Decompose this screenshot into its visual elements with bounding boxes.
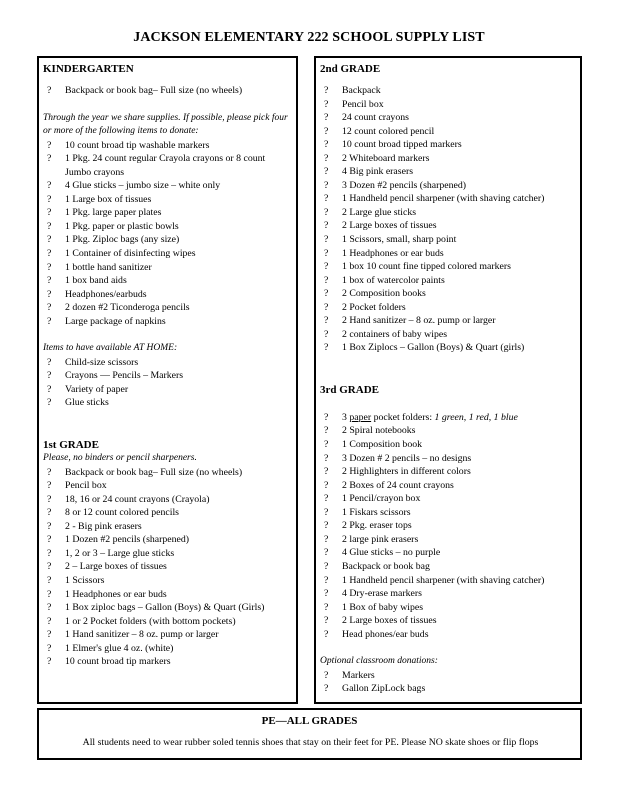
list-item-text: 1 Pencil/crayon box	[342, 493, 421, 505]
list-item-text: 2 Pkg. eraser tops	[342, 520, 412, 532]
bullet-glyph: ?	[47, 493, 52, 505]
second-grade-heading: 2nd GRADE	[320, 63, 381, 75]
list-item	[320, 192, 578, 206]
list-item	[320, 111, 578, 125]
page-title: JACKSON ELEMENTARY 222 SCHOOL SUPPLY LIST	[133, 30, 485, 45]
list-item-text: 10 count broad tip markers	[65, 656, 171, 668]
right-column-box	[314, 56, 582, 704]
left-column	[43, 62, 293, 669]
list-item-text: 1 box of watercolor paints	[342, 274, 445, 286]
list-item	[320, 492, 578, 506]
bullet-glyph: ?	[324, 98, 329, 110]
list-item-text: 1 Elmer's glue 4 oz. (white)	[65, 642, 174, 654]
list-item	[320, 438, 578, 452]
bullet-glyph: ?	[47, 139, 52, 151]
bullet-glyph: ?	[47, 356, 52, 368]
right-column	[320, 62, 578, 696]
bullet-glyph: ?	[324, 439, 329, 451]
bullet-glyph: ?	[47, 642, 52, 654]
list-item-text: Head phones/ear buds	[342, 628, 429, 640]
bullet-glyph: ?	[324, 125, 329, 137]
list-item-text: 1 bottle hand sanitizer	[65, 261, 152, 273]
list-item	[43, 315, 293, 329]
bullet-glyph: ?	[324, 152, 329, 164]
bullet-glyph: ?	[324, 547, 329, 559]
list-item-text: 1 Pkg. paper or plastic bowls	[65, 220, 179, 232]
list-item-text: 1 Hand sanitizer – 8 oz. pump or larger	[65, 629, 219, 641]
list-item-text: 2 Boxes of 24 count crayons	[342, 479, 454, 491]
kindergarten-donation-list	[43, 139, 293, 329]
list-item	[43, 152, 293, 179]
list-item-text: 8 or 12 count colored pencils	[65, 507, 179, 519]
list-item	[320, 479, 578, 493]
bullet-glyph: ?	[47, 480, 52, 492]
bullet-glyph: ?	[324, 560, 329, 572]
list-item	[43, 84, 293, 98]
list-item	[43, 574, 293, 588]
list-item	[320, 411, 578, 425]
bullet-glyph: ?	[324, 85, 329, 96]
bullet-glyph: ?	[324, 234, 329, 246]
bullet-glyph: ?	[47, 207, 52, 219]
list-item-text: 1 Headphones or ear buds	[342, 247, 444, 259]
bullet-glyph: ?	[47, 248, 52, 260]
bullet-glyph: ?	[47, 397, 52, 409]
list-item	[320, 560, 578, 574]
list-item-text: 1 Composition book	[342, 439, 423, 451]
list-item	[320, 465, 578, 479]
bullet-glyph: ?	[47, 275, 52, 287]
list-item-text: 2 large pink erasers	[342, 533, 419, 545]
list-item	[320, 206, 578, 220]
bullet-glyph: ?	[47, 466, 52, 478]
bullet-glyph: ?	[47, 383, 52, 395]
bullet-glyph: ?	[324, 628, 329, 640]
pe-box	[37, 708, 582, 760]
list-item	[320, 219, 578, 233]
list-item-text: Pencil box	[65, 480, 107, 492]
list-item-text: 10 count broad tip washable markers	[65, 139, 210, 151]
first-grade-heading: 1st GRADE	[43, 439, 99, 452]
bullet-glyph: ?	[47, 234, 52, 246]
left-column-box	[37, 56, 298, 704]
bullet-glyph: ?	[47, 507, 52, 519]
list-item	[43, 233, 293, 247]
optional-donations-list	[320, 669, 578, 696]
bullet-glyph: ?	[47, 615, 52, 627]
list-item-text: 4 Glue sticks – no purple	[342, 547, 441, 559]
list-item-text: 24 count crayons	[342, 112, 409, 124]
list-item	[43, 369, 293, 383]
list-item	[43, 628, 293, 642]
bullet-glyph: ?	[324, 669, 329, 681]
bullet-glyph: ?	[324, 274, 329, 286]
bullet-glyph: ?	[47, 534, 52, 546]
list-item	[320, 519, 578, 533]
list-item	[320, 533, 578, 547]
list-item	[320, 452, 578, 466]
bullet-glyph: ?	[324, 479, 329, 491]
kindergarten-home-note: Items to have available AT HOME:	[43, 343, 178, 354]
list-item	[320, 341, 578, 355]
list-item	[320, 574, 578, 588]
pe-text: All students need to wear rubber soled tennis shoes that stay on their feet for PE. Please NO skate shoes or flip flops	[82, 737, 539, 748]
list-item-text: 2 Hand sanitizer – 8 oz. pump or larger	[342, 315, 496, 327]
list-item-text: Glue sticks	[65, 397, 109, 409]
bullet-glyph: ?	[324, 452, 329, 464]
second-grade-list	[320, 84, 578, 355]
list-item	[43, 396, 293, 410]
folder-count: 3	[342, 411, 350, 423]
bullet-glyph: ?	[47, 602, 52, 614]
list-item	[320, 274, 578, 288]
list-item-text: 10 count broad tipped markers	[342, 139, 462, 151]
list-item	[43, 547, 293, 561]
list-item-text: Backpack or book bag	[342, 560, 430, 572]
bullet-glyph: ?	[324, 166, 329, 178]
list-item	[43, 479, 293, 493]
list-item	[43, 655, 293, 669]
list-item	[43, 466, 293, 480]
list-item	[320, 301, 578, 315]
list-item-text: 1 Handheld pencil sharpener (with shaving catcher)	[342, 193, 545, 205]
list-item	[320, 682, 578, 696]
list-item-text: 2 Large glue sticks	[342, 206, 417, 218]
bullet-glyph: ?	[324, 615, 329, 627]
bullet-glyph: ?	[324, 206, 329, 218]
bullet-glyph: ?	[324, 220, 329, 232]
bullet-glyph: ?	[324, 139, 329, 151]
list-item	[43, 193, 293, 207]
bullet-glyph: ?	[324, 342, 329, 354]
bullet-glyph: ?	[47, 220, 52, 232]
list-item	[43, 601, 293, 615]
list-item-text: 2 containers of baby wipes	[342, 328, 448, 340]
list-item	[43, 288, 293, 302]
list-item-text: 2 Spiral notebooks	[342, 425, 416, 437]
list-item-text: 1 Dozen #2 pencils (sharpened)	[65, 534, 190, 546]
list-item-text: 4 Big pink erasers	[342, 166, 414, 178]
bullet-glyph: ?	[47, 547, 52, 559]
list-item-text: 3 Dozen # 2 pencils – no designs	[342, 452, 472, 464]
list-item	[320, 138, 578, 152]
optional-donations-note: Optional classroom donations:	[320, 656, 438, 667]
list-item-text: Backpack	[342, 85, 381, 96]
list-item	[43, 274, 293, 288]
folder-paper-underlined: paper	[349, 411, 372, 423]
bullet-glyph: ?	[47, 85, 52, 96]
list-item-text: 1 Pkg. 24 count regular Crayola crayons or 8 count Jumbo crayons	[65, 153, 266, 178]
bullet-glyph: ?	[324, 425, 329, 437]
list-item-text: Large package of napkins	[65, 315, 166, 327]
list-item	[320, 546, 578, 560]
bullet-glyph: ?	[47, 370, 52, 382]
list-item-text: 2 Pocket folders	[342, 301, 406, 313]
third-grade-heading: 3rd GRADE	[320, 383, 379, 396]
kindergarten-donation-note: Through the year we share supplies. If possible, please pick four or more of the following items to donate:	[43, 112, 288, 137]
list-item	[43, 356, 293, 370]
bullet-glyph: ?	[324, 301, 329, 313]
list-item-text: 1 or 2 Pocket folders (with bottom pockets)	[65, 615, 236, 627]
list-item	[320, 84, 578, 98]
list-item-text: 1 Pkg. Ziploc bags (any size)	[65, 234, 180, 246]
bullet-glyph: ?	[324, 179, 329, 191]
first-grade-list	[43, 466, 293, 669]
list-item-text: 2 – Large boxes of tissues	[65, 561, 167, 573]
third-grade-list-rest	[320, 424, 578, 641]
list-item	[43, 179, 293, 193]
list-item-text: 2 Highlighters in different colors	[342, 466, 471, 478]
bullet-glyph: ?	[324, 588, 329, 600]
list-item-text: 2 Large boxes of tissues	[342, 220, 437, 232]
bullet-glyph: ?	[47, 153, 52, 165]
bullet-glyph: ?	[324, 315, 329, 327]
list-item-text: 2 Whiteboard markers	[342, 152, 430, 164]
list-item-text: 2 - Big pink erasers	[65, 520, 142, 532]
list-item-text: 1 Box ziploc bags – Gallon (Boys) & Quart (Girls)	[65, 602, 265, 614]
bullet-glyph: ?	[47, 656, 52, 668]
list-item	[43, 247, 293, 261]
list-item-text: Child-size scissors	[65, 356, 139, 368]
bullet-glyph: ?	[47, 561, 52, 573]
list-item-text: 1 Large box of tissues	[65, 193, 152, 205]
list-item	[43, 493, 293, 507]
third-grade-list	[320, 411, 578, 425]
list-item	[320, 260, 578, 274]
list-item	[320, 314, 578, 328]
list-item	[320, 669, 578, 683]
bullet-glyph: ?	[47, 193, 52, 205]
bullet-glyph: ?	[47, 302, 52, 314]
bullet-glyph: ?	[324, 493, 329, 505]
list-item-text: 1 Scissors	[65, 574, 105, 586]
bullet-glyph: ?	[47, 261, 52, 273]
list-item-text: Crayons — Pencils – Markers	[65, 370, 184, 382]
list-item-text: Backpack or book bag– Full size (no wheels)	[65, 466, 243, 478]
list-item-text: 3 Dozen #2 pencils (sharpened)	[342, 179, 467, 191]
list-item-text: 1 Fiskars scissors	[342, 506, 411, 518]
folder-colors: 1 green, 1 red, 1 blue	[434, 411, 518, 423]
bullet-glyph: ?	[47, 315, 52, 327]
list-item	[320, 287, 578, 301]
list-item-text: 2 dozen #2 Ticonderoga pencils	[65, 302, 190, 314]
list-item	[320, 601, 578, 615]
bullet-glyph: ?	[324, 261, 329, 273]
bullet-glyph: ?	[324, 288, 329, 300]
list-item	[43, 533, 293, 547]
pe-heading: PE—ALL GRADES	[261, 715, 358, 727]
list-item-text: Backpack or book bag– Full size (no wheels)	[65, 85, 243, 96]
list-item	[43, 560, 293, 574]
list-item-text: Variety of paper	[65, 383, 129, 395]
bullet-glyph: ?	[324, 112, 329, 124]
bullet-glyph: ?	[324, 683, 329, 695]
list-item	[43, 506, 293, 520]
list-item	[43, 261, 293, 275]
bullet-glyph: ?	[47, 520, 52, 532]
bullet-glyph: ?	[324, 601, 329, 613]
bullet-glyph: ?	[324, 247, 329, 259]
kindergarten-home-list	[43, 356, 293, 410]
bullet-glyph: ?	[47, 574, 52, 586]
list-item	[43, 139, 293, 153]
list-item	[320, 152, 578, 166]
list-item-text: 1 Handheld pencil sharpener (with shaving catcher)	[342, 574, 545, 586]
list-item	[43, 615, 293, 629]
bullet-glyph: ?	[324, 520, 329, 532]
list-item	[320, 179, 578, 193]
list-item-text: Headphones/earbuds	[65, 288, 147, 300]
bullet-glyph: ?	[324, 411, 329, 423]
list-item	[43, 588, 293, 602]
list-item-text: 1 box 10 count fine tipped colored markers	[342, 261, 511, 273]
list-item-text: 1 Pkg. large paper plates	[65, 207, 162, 219]
list-item-text: 2 Composition books	[342, 288, 426, 300]
kindergarten-heading: KINDERGARTEN	[43, 63, 134, 75]
list-item-text: 1 box band aids	[65, 275, 127, 287]
list-item-text: 2 Large boxes of tissues	[342, 615, 437, 627]
list-item-text: 4 Dry-erase markers	[342, 588, 422, 600]
list-item	[320, 506, 578, 520]
list-item-text: 18, 16 or 24 count crayons (Crayola)	[65, 493, 210, 505]
bullet-glyph: ?	[324, 466, 329, 478]
list-item	[43, 206, 293, 220]
list-item-text: Gallon ZipLock bags	[342, 683, 426, 695]
list-item	[320, 125, 578, 139]
list-item-text: 12 count colored pencil	[342, 125, 435, 137]
bullet-glyph: ?	[324, 328, 329, 340]
bullet-glyph: ?	[47, 629, 52, 641]
list-item	[320, 328, 578, 342]
bullet-glyph: ?	[47, 288, 52, 300]
list-item	[43, 383, 293, 397]
list-item	[43, 642, 293, 656]
list-item	[320, 424, 578, 438]
list-item	[43, 520, 293, 534]
list-item	[320, 165, 578, 179]
list-item	[320, 247, 578, 261]
bullet-glyph: ?	[324, 193, 329, 205]
list-item-text: Pencil box	[342, 98, 384, 110]
list-item-text: 4 Glue sticks – jumbo size – white only	[65, 180, 221, 192]
list-item	[43, 301, 293, 315]
list-item-text: 1 Container of disinfecting wipes	[65, 248, 196, 260]
folder-desc: pocket folders:	[371, 411, 435, 423]
list-item-text: 1 Box Ziplocs – Gallon (Boys) & Quart (girls)	[342, 342, 525, 354]
bullet-glyph: ?	[47, 588, 52, 600]
list-item-text: 1 Headphones or ear buds	[65, 588, 167, 600]
kindergarten-list-a	[43, 84, 293, 98]
bullet-glyph: ?	[324, 574, 329, 586]
list-item-text: 1, 2 or 3 – Large glue sticks	[65, 547, 175, 559]
first-grade-note: Please, no binders or pencil sharpeners.	[43, 453, 197, 464]
bullet-glyph: ?	[324, 506, 329, 518]
list-item-text: 1 Box of baby wipes	[342, 601, 424, 613]
list-item	[320, 98, 578, 112]
list-item	[43, 220, 293, 234]
list-item-text: 1 Scissors, small, sharp point	[342, 234, 457, 246]
list-item	[320, 233, 578, 247]
bullet-glyph: ?	[47, 180, 52, 192]
list-item-text: Markers	[342, 669, 375, 681]
list-item	[320, 614, 578, 628]
bullet-glyph: ?	[324, 533, 329, 545]
list-item	[320, 628, 578, 642]
list-item	[320, 587, 578, 601]
